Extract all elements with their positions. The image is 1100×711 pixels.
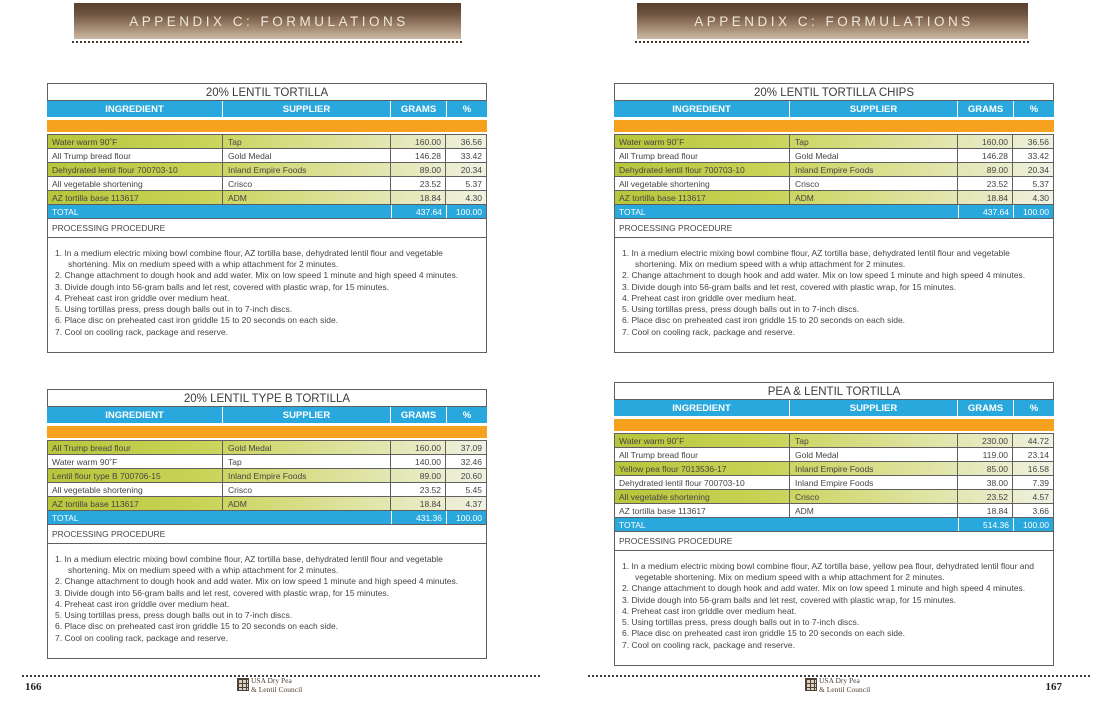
procedure-step: 2. Change attachment to dough hook and add water. Mix on low speed 1 minute and high speed 4 minutes. (55, 270, 459, 281)
column-header-percent: % (1014, 101, 1054, 117)
percent-cell: 3.66 (1032, 505, 1049, 516)
table-title: 20% LENTIL TORTILLA CHIPS (614, 83, 1054, 101)
table-title: PEA & LENTIL TORTILLA (614, 382, 1054, 400)
ingredient-cell: All vegetable shortening (48, 177, 223, 190)
procedure-step: 4. Preheat cast iron griddle over medium heat. (55, 292, 230, 303)
ingredient-row (614, 475, 1054, 490)
total-label-cell: TOTAL (52, 512, 79, 523)
ingredient-cell: Water warm 90˚F (48, 455, 223, 468)
supplier-cell: Gold Medal (790, 149, 958, 162)
total-percent-cell: 100.00 (456, 512, 482, 523)
procedure-step: 5. Using tortillas press, press dough balls out in to 7-inch discs. (622, 617, 860, 628)
percent-cell: 7.39 (1032, 477, 1049, 488)
supplier-cell: Inland Empire Foods (223, 163, 391, 176)
grams-cell: 230.00 (958, 434, 1013, 447)
ingredient-cell: All vegetable shortening (615, 177, 790, 190)
table-header-row (614, 400, 1054, 416)
total-percent-cell: 100.00 (1023, 206, 1049, 217)
percent-cell: 4.30 (465, 192, 482, 203)
grams-cell: 23.52 (958, 177, 1013, 190)
column-header-supplier: SUPPLIER (223, 407, 390, 423)
supplier-cell: Crisco (223, 177, 391, 190)
ingredient-row (47, 134, 487, 149)
total-row (614, 517, 1054, 532)
procedure-step: 4. Preheat cast iron griddle over medium heat. (622, 292, 797, 303)
ingredient-cell: All Trump bread flour (48, 149, 223, 162)
grams-cell: 89.00 (391, 163, 446, 176)
ingredient-row (614, 176, 1054, 191)
logo-line-1: USA Dry Pea (251, 676, 292, 685)
supplier-cell: Gold Medal (790, 448, 958, 461)
column-header-percent: % (447, 101, 487, 117)
procedure-label: PROCESSING PROCEDURE (614, 218, 1054, 238)
procedure-step: 6. Place disc on preheated cast iron griddle 15 to 20 seconds on each side. (55, 621, 339, 632)
table-title: 20% LENTIL TYPE B TORTILLA (47, 389, 487, 407)
percent-cell: 23.14 (1027, 449, 1049, 460)
column-header-ingredient: INGREDIENT (47, 407, 222, 423)
percent-cell: 32.46 (460, 456, 482, 467)
grams-cell: 38.00 (958, 476, 1013, 489)
usa-dry-pea-council-logo (237, 677, 302, 694)
ingredient-cell: Water warm 90˚F (615, 434, 790, 447)
column-header-supplier: SUPPLIER (790, 101, 957, 117)
column-header-grams: GRAMS (958, 400, 1013, 416)
column-header-ingredient: INGREDIENT (614, 400, 789, 416)
banner-title: APPENDIX C: FORMULATIONS (694, 13, 974, 29)
ingredient-cell: All Trump bread flour (615, 149, 790, 162)
appendix-header-banner (74, 3, 461, 39)
orange-accent-row (47, 120, 487, 132)
table-header-row (47, 101, 487, 117)
procedure-step: 2. Change attachment to dough hook and add water. Mix on low speed 1 minute and high speed 4 minutes. (622, 583, 1026, 594)
ingredient-row (47, 440, 487, 455)
formulation-table-20-lentil-tortilla (47, 83, 487, 353)
column-header-percent: % (447, 407, 487, 423)
page-number: 167 (1045, 681, 1062, 693)
percent-cell: 5.37 (1032, 178, 1049, 189)
supplier-cell: Gold Medal (223, 149, 391, 162)
total-label-cell: TOTAL (619, 206, 646, 217)
ingredient-cell: All vegetable shortening (48, 483, 223, 496)
table-header-row (47, 407, 487, 423)
procedure-step: 1. In a medium electric mixing bowl combine flour, AZ tortilla base, dehydrated lentil flour and vegetable shortening. Mix on medium speed with a whip attachment for 2 minutes. (55, 554, 443, 576)
column-header-percent: % (1014, 400, 1054, 416)
procedure-label: PROCESSING PROCEDURE (47, 524, 487, 544)
total-grams-cell: 431.36 (391, 511, 447, 524)
procedure-steps (47, 237, 487, 353)
formulation-table-20-lentil-type-b-tortilla (47, 389, 487, 659)
total-percent-cell: 100.00 (1023, 519, 1049, 530)
ingredient-cell: Lentil flour type B 700706-15 (48, 469, 223, 482)
ingredient-cell: Yellow pea flour 7013536-17 (615, 462, 790, 475)
grams-cell: 160.00 (391, 135, 446, 148)
procedure-steps (614, 237, 1054, 353)
total-grams-cell: 514.36 (958, 518, 1014, 531)
logo-line-2: & Lentil Council (251, 684, 303, 694)
column-header-grams: GRAMS (958, 101, 1013, 117)
orange-accent-row (614, 419, 1054, 431)
orange-accent-row (47, 426, 487, 438)
percent-cell: 33.42 (1027, 150, 1049, 161)
procedure-label: PROCESSING PROCEDURE (47, 218, 487, 238)
supplier-cell: Inland Empire Foods (790, 476, 958, 489)
grams-cell: 140.00 (391, 455, 446, 468)
ingredient-row (47, 468, 487, 483)
grams-cell: 18.84 (958, 191, 1013, 204)
percent-cell: 36.56 (1027, 136, 1049, 147)
column-header-supplier: SUPPLIER (790, 400, 957, 416)
procedure-step: 6. Place disc on preheated cast iron griddle 15 to 20 seconds on each side. (55, 315, 339, 326)
ingredient-row (47, 148, 487, 163)
procedure-step: 2. Change attachment to dough hook and add water. Mix on low speed 1 minute and high speed 4 minutes. (622, 270, 1026, 281)
procedure-step: 6. Place disc on preheated cast iron griddle 15 to 20 seconds on each side. (622, 628, 906, 639)
procedure-step: 5. Using tortillas press, press dough balls out in to 7-inch discs. (622, 304, 860, 315)
formulation-table-20-lentil-tortilla-chips (614, 83, 1054, 353)
usa-dry-pea-council-logo-text (819, 677, 870, 694)
percent-cell: 44.72 (1027, 435, 1049, 446)
ingredient-row (614, 503, 1054, 518)
procedure-step: 2. Change attachment to dough hook and add water. Mix on low speed 1 minute and high speed 4 minutes. (55, 576, 459, 587)
procedure-step: 3. Divide dough into 56-gram balls and let rest, covered with plastic wrap, for 15 minutes. (622, 281, 957, 292)
total-row (47, 204, 487, 219)
percent-cell: 20.34 (1027, 164, 1049, 175)
supplier-cell: Gold Medal (223, 441, 391, 454)
procedure-step: 5. Using tortillas press, press dough balls out in to 7-inch discs. (55, 304, 293, 315)
ingredient-row (47, 496, 487, 511)
procedure-step: 7. Cool on cooling rack, package and reserve. (622, 326, 795, 337)
ingredient-cell: All vegetable shortening (615, 490, 790, 503)
page-number: 166 (25, 681, 42, 693)
ingredient-row (614, 433, 1054, 448)
total-row (47, 510, 487, 525)
grams-cell: 23.52 (391, 483, 446, 496)
column-header-grams: GRAMS (391, 407, 446, 423)
total-grams-cell: 437.64 (391, 205, 447, 218)
logo-line-1: USA Dry Pea (819, 676, 860, 685)
percent-cell: 4.37 (465, 498, 482, 509)
percent-cell: 36.56 (460, 136, 482, 147)
supplier-cell: Tap (790, 135, 958, 148)
grams-cell: 119.00 (958, 448, 1013, 461)
supplier-cell: ADM (223, 497, 391, 510)
banner-title: APPENDIX C: FORMULATIONS (129, 13, 409, 29)
procedure-step: 1. In a medium electric mixing bowl combine flour, AZ tortilla base, dehydrated lentil flour and vegetable shortening. Mix on medium speed with a whip attachment for 2 minutes. (622, 248, 1010, 270)
procedure-step: 3. Divide dough into 56-gram balls and let rest, covered with plastic wrap, for 15 minutes. (622, 594, 957, 605)
usa-dry-pea-council-logo-icon (237, 678, 249, 691)
supplier-cell: Tap (790, 434, 958, 447)
ingredient-row (47, 454, 487, 469)
procedure-step: 5. Using tortillas press, press dough balls out in to 7-inch discs. (55, 610, 293, 621)
ingredient-cell: Dehydrated lentil flour 700703-10 (615, 163, 790, 176)
ingredient-cell: AZ tortilla base 113617 (615, 504, 790, 517)
ingredient-cell: All Trump bread flour (615, 448, 790, 461)
supplier-cell: Inland Empire Foods (790, 163, 958, 176)
grams-cell: 23.52 (391, 177, 446, 190)
supplier-cell: Crisco (223, 483, 391, 496)
percent-cell: 16.58 (1027, 463, 1049, 474)
supplier-cell: ADM (790, 504, 958, 517)
header-dotted-rule (635, 41, 1029, 43)
supplier-cell: Crisco (790, 177, 958, 190)
ingredient-row (47, 162, 487, 177)
supplier-cell: ADM (223, 191, 391, 204)
usa-dry-pea-council-logo-icon (805, 678, 817, 691)
ingredient-row (614, 461, 1054, 476)
procedure-steps (47, 543, 487, 659)
column-header-supplier: SUPPLIER (223, 101, 390, 117)
supplier-cell: ADM (790, 191, 958, 204)
procedure-step: 1. In a medium electric mixing bowl combine flour, AZ tortilla base, dehydrated lentil flour and vegetable shortening. Mix on medium speed with a whip attachment for 2 minutes. (55, 248, 443, 270)
supplier-cell: Crisco (790, 490, 958, 503)
logo-line-2: & Lentil Council (819, 684, 871, 694)
ingredient-row (47, 190, 487, 205)
percent-cell: 33.42 (460, 150, 482, 161)
grams-cell: 146.28 (958, 149, 1013, 162)
ingredient-cell: Dehydrated lentil flour 700703-10 (615, 476, 790, 489)
grams-cell: 160.00 (391, 441, 446, 454)
percent-cell: 37.09 (460, 442, 482, 453)
ingredient-row (614, 447, 1054, 462)
grams-cell: 89.00 (958, 163, 1013, 176)
ingredient-cell: All Trump bread flour (48, 441, 223, 454)
percent-cell: 5.45 (465, 484, 482, 495)
ingredient-cell: AZ tortilla base 113617 (48, 497, 223, 510)
table-header-row (614, 101, 1054, 117)
usa-dry-pea-council-logo (805, 677, 870, 694)
header-dotted-rule (72, 41, 462, 43)
total-grams-cell: 437.64 (958, 205, 1014, 218)
procedure-step: 7. Cool on cooling rack, package and reserve. (622, 639, 795, 650)
grams-cell: 18.84 (391, 497, 446, 510)
grams-cell: 160.00 (958, 135, 1013, 148)
percent-cell: 4.57 (1032, 491, 1049, 502)
percent-cell: 5.37 (465, 178, 482, 189)
percent-cell: 4.30 (1032, 192, 1049, 203)
percent-cell: 20.34 (460, 164, 482, 175)
ingredient-row (614, 134, 1054, 149)
ingredient-cell: Dehydrated lentil flour 700703-10 (48, 163, 223, 176)
total-percent-cell: 100.00 (456, 206, 482, 217)
procedure-step: 4. Preheat cast iron griddle over medium heat. (622, 605, 797, 616)
procedure-step: 7. Cool on cooling rack, package and reserve. (55, 632, 228, 643)
supplier-cell: Inland Empire Foods (790, 462, 958, 475)
total-row (614, 204, 1054, 219)
procedure-step: 3. Divide dough into 56-gram balls and let rest, covered with plastic wrap, for 15 minutes. (55, 587, 390, 598)
appendix-header-banner (637, 3, 1028, 39)
procedure-step: 6. Place disc on preheated cast iron griddle 15 to 20 seconds on each side. (622, 315, 906, 326)
ingredient-row (614, 190, 1054, 205)
column-header-grams: GRAMS (391, 101, 446, 117)
grams-cell: 146.28 (391, 149, 446, 162)
ingredient-row (47, 482, 487, 497)
supplier-cell: Tap (223, 135, 391, 148)
formulation-table-pea-and-lentil-tortilla (614, 382, 1054, 666)
grams-cell: 23.52 (958, 490, 1013, 503)
ingredient-cell: AZ tortilla base 113617 (48, 191, 223, 204)
orange-accent-row (614, 120, 1054, 132)
usa-dry-pea-council-logo-text (251, 677, 302, 694)
supplier-cell: Inland Empire Foods (223, 469, 391, 482)
ingredient-cell: AZ tortilla base 113617 (615, 191, 790, 204)
grams-cell: 18.84 (958, 504, 1013, 517)
column-header-ingredient: INGREDIENT (47, 101, 222, 117)
procedure-step: 3. Divide dough into 56-gram balls and let rest, covered with plastic wrap, for 15 minutes. (55, 281, 390, 292)
procedure-step: 4. Preheat cast iron griddle over medium heat. (55, 598, 230, 609)
ingredient-cell: Water warm 90˚F (615, 135, 790, 148)
grams-cell: 89.00 (391, 469, 446, 482)
ingredient-row (47, 176, 487, 191)
total-label-cell: TOTAL (619, 519, 646, 530)
percent-cell: 20.60 (460, 470, 482, 481)
procedure-step: 1. In a medium electric mixing bowl combine flour, AZ tortilla base, yellow pea flour, dehydrated lentil flour and vegetable shortening. Mix on medium speed with a whip attachment for 2 minutes. (622, 561, 1034, 583)
page-167 (550, 0, 1100, 711)
procedure-label: PROCESSING PROCEDURE (614, 531, 1054, 551)
procedure-step: 7. Cool on cooling rack, package and reserve. (55, 326, 228, 337)
ingredient-row (614, 148, 1054, 163)
table-title: 20% LENTIL TORTILLA (47, 83, 487, 101)
grams-cell: 85.00 (958, 462, 1013, 475)
ingredient-row (614, 489, 1054, 504)
supplier-cell: Tap (223, 455, 391, 468)
ingredient-cell: Water warm 90˚F (48, 135, 223, 148)
ingredient-row (614, 162, 1054, 177)
procedure-steps (614, 550, 1054, 666)
grams-cell: 18.84 (391, 191, 446, 204)
column-header-ingredient: INGREDIENT (614, 101, 789, 117)
total-label-cell: TOTAL (52, 206, 79, 217)
